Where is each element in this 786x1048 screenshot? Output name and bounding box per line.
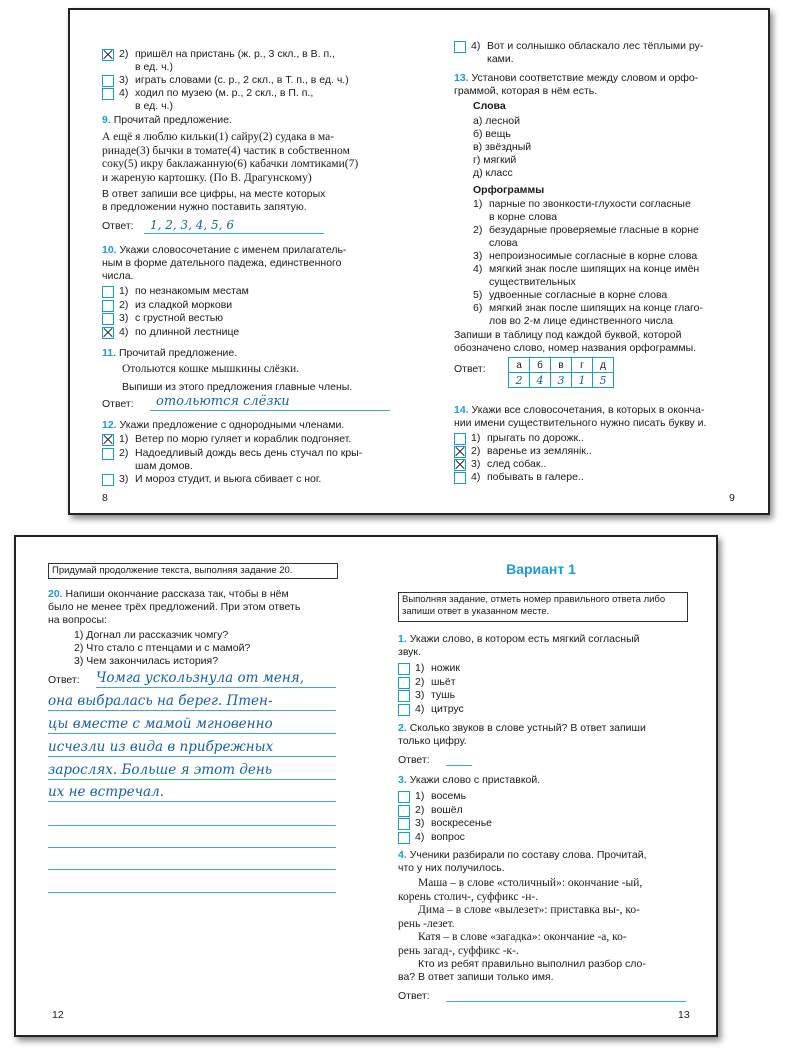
checkbox-1[interactable] xyxy=(398,791,410,803)
handwriting-line: зарослях. Больше я этот день xyxy=(48,762,273,778)
option-number: 3) xyxy=(415,689,425,701)
text-line: 2) Что стало с птенцами и с мамой? xyxy=(74,642,251,654)
option-number: 2) xyxy=(119,298,129,311)
question-number: 10. xyxy=(102,244,117,256)
option-text-cont: в ед. ч.) xyxy=(135,100,173,112)
question-number: 1. xyxy=(398,633,407,645)
orthogram-text: мягкий знак после шипящих на конце глаго- xyxy=(489,302,703,314)
option-number: 1) xyxy=(415,790,425,802)
option-text: вошёл xyxy=(431,803,463,816)
option-number: 3) xyxy=(119,473,129,485)
prompt-text: Сколько звуков в слове устный? В ответ запиши xyxy=(409,722,646,734)
text-line: обозначено слово, номер названия орфограммы. xyxy=(454,342,697,354)
option-number: 1) xyxy=(471,432,481,444)
q12-number: 12. xyxy=(102,419,117,431)
orthogram-text: мягкий знак после шипящих на конце имён xyxy=(489,263,700,275)
table-answer[interactable]: 5 xyxy=(593,373,614,388)
text-line: в) звёздный xyxy=(473,141,532,153)
answer-line xyxy=(48,892,336,893)
prompt-text: на вопросы: xyxy=(48,614,107,626)
prompt-line xyxy=(398,735,698,748)
option-text: по незнакомым местам xyxy=(135,285,249,297)
orthogram-number: 6) xyxy=(473,302,483,314)
checkbox-2[interactable] xyxy=(102,448,114,460)
text-line: г) мягкий xyxy=(473,154,517,166)
option-number: 3) xyxy=(415,817,425,829)
text-line: а) лесной xyxy=(473,115,520,127)
prompt-line xyxy=(454,72,754,85)
page-8 xyxy=(70,10,419,513)
option-text: Вот и солнышко обласкало лес тёплыми ру- xyxy=(487,40,704,52)
text-line: соку(5) икру баклажанную(6) кабачки ломтиками(7) xyxy=(102,158,359,170)
checkbox-2[interactable] xyxy=(398,805,410,817)
prompt-line xyxy=(398,646,698,659)
orthogram-line xyxy=(473,315,758,328)
table-letter: а xyxy=(509,358,530,373)
q10-prompt xyxy=(102,244,402,283)
orthogram-text: существительных xyxy=(489,276,576,288)
q2-answer-label: Ответ: xyxy=(398,754,430,766)
orthogram-line xyxy=(473,211,758,224)
orthogram-line xyxy=(473,237,758,250)
page-number-9: 9 xyxy=(729,492,735,504)
q9-instruction xyxy=(102,188,392,214)
table-answer[interactable]: 1 xyxy=(572,373,593,388)
q9-answer-line xyxy=(144,233,324,234)
text-line: ринаде(3) бычки в томате(4) частик в собственном xyxy=(102,144,350,157)
prompt-line xyxy=(102,244,402,257)
table-answer[interactable]: 3 xyxy=(551,373,572,388)
prompt-line xyxy=(398,722,698,735)
option-text: ножик xyxy=(431,662,461,674)
option-text: Ветер по морю гуляет и кораблик подгоняет. xyxy=(135,433,352,445)
answer-line xyxy=(48,869,336,870)
q4-prompt xyxy=(398,849,698,875)
q12-prompt-text: Укажи предложение с однородными членами. xyxy=(119,419,345,431)
bottom-spread xyxy=(14,535,718,1037)
answer-line xyxy=(48,779,336,780)
orthogram-line xyxy=(473,276,758,289)
orthogram-text: удвоенные согласные в корне слова xyxy=(489,289,668,301)
orthogram-line xyxy=(473,263,758,276)
text-line: 1) Догнал ли рассказчик чомгу? xyxy=(74,629,229,641)
q11-sentence: Отольются кошке мышкины слёзки. xyxy=(122,363,299,375)
q9-answer-label: Ответ: xyxy=(102,220,134,232)
option-number: 2) xyxy=(119,48,129,60)
checkbox-3[interactable] xyxy=(398,690,410,702)
option-number: 3) xyxy=(119,312,129,324)
checkbox-4[interactable] xyxy=(102,327,114,339)
option-text: воскресенье xyxy=(431,817,493,829)
text-line: Маша – в слове «столичный»: окончание -ый, xyxy=(418,877,643,889)
text-line: рень загад-, суффикс -к-. xyxy=(398,944,519,957)
prompt-text: Установи соответствие между словом и орфо- xyxy=(471,72,699,84)
orthogram-text: безударные проверяемые гласные в корне xyxy=(489,224,699,236)
checkbox-3[interactable] xyxy=(454,459,466,471)
checkbox-2[interactable] xyxy=(398,677,410,689)
q11-answer[interactable]: отольются слёзки xyxy=(156,394,290,409)
orthogram-line xyxy=(473,302,758,315)
answer-line xyxy=(48,847,336,848)
option-number: 1) xyxy=(119,285,129,297)
prompt-line xyxy=(398,862,698,875)
option-number: 4) xyxy=(471,471,481,483)
q12-prompt xyxy=(102,419,344,432)
q1-prompt xyxy=(398,633,698,659)
option-text: цитрус xyxy=(431,702,464,715)
page-13 xyxy=(366,537,716,1035)
table-letter: в xyxy=(551,358,572,373)
prompt-text: что у них получилось. xyxy=(398,862,505,874)
q9-passage xyxy=(102,131,392,185)
option-text: Надоедливый дождь весь день стучал по кры- xyxy=(135,446,363,459)
answer-line xyxy=(48,825,336,826)
orthogram-text: в корне слова xyxy=(489,211,558,223)
checkbox-4[interactable] xyxy=(398,832,410,844)
q11-number: 11. xyxy=(102,347,117,359)
prompt-text: числа. xyxy=(102,270,134,282)
checkbox-1[interactable] xyxy=(102,286,114,298)
q13-orthograms xyxy=(473,198,758,328)
checkbox-2[interactable] xyxy=(102,75,114,87)
option-text-cont: шам домов. xyxy=(135,459,193,472)
prompt-text: Ученики разбирали по составу слова. Прочитай, xyxy=(409,849,647,861)
page-12 xyxy=(16,537,366,1035)
question-number: 20. xyxy=(48,588,63,600)
checkbox-4[interactable] xyxy=(454,41,466,53)
checkbox-4[interactable] xyxy=(454,472,466,484)
checkbox-1[interactable] xyxy=(398,663,410,675)
text-line: В ответ запиши все цифры, на месте которых xyxy=(102,188,326,200)
text-line: в предложении нужно поставить запятую. xyxy=(102,201,307,213)
prompt-line xyxy=(454,417,759,430)
q13-prompt xyxy=(454,72,754,98)
text-line: А ещё я люблю кильки(1) сайру(2) судака в ма- xyxy=(102,131,335,143)
option-number: 4) xyxy=(471,40,481,52)
text-line: Катя – в слове «загадка»: окончание -а, ко- xyxy=(418,931,627,943)
prompt-line xyxy=(48,588,348,601)
checkbox-3[interactable] xyxy=(102,88,114,100)
answer-line xyxy=(48,733,336,734)
option-text: тушь xyxy=(431,689,456,701)
orthogram-line xyxy=(473,250,758,263)
prompt-text: ным в форме дательного падежа, единственного xyxy=(102,257,342,269)
q11-prompt-text: Прочитай предложение. xyxy=(118,347,238,359)
q9-answer[interactable]: 1, 2, 3, 4, 5, 6 xyxy=(150,218,234,232)
option-text: из сладкой моркови xyxy=(135,298,233,311)
orthogram-number: 2) xyxy=(473,224,483,236)
text-line: Выполняя задание, отметь номер правильного ответа либо xyxy=(402,594,666,605)
prompt-text: было не менее трёх предложений. При этом ответь xyxy=(48,601,301,613)
option-number: 2) xyxy=(119,446,129,459)
prompt-text: Укажи словосочетание с именем прилагатель- xyxy=(119,244,347,256)
text-line: Дима – в слове «вылезет»: приставка вы-, ко- xyxy=(418,904,640,916)
option-text: шьёт xyxy=(431,675,456,688)
option-number: 4) xyxy=(119,87,129,99)
q9-prompt-text: Прочитай предложение. xyxy=(113,114,232,126)
text-line: и жареную картошку. (По В. Драгунскому) xyxy=(102,171,312,184)
q13-answer-label: Ответ: xyxy=(454,363,486,375)
text-line: Кто из ребят правильно выполнил разбор сло- xyxy=(418,958,646,970)
answer-line xyxy=(48,801,336,802)
option-text: след собак.. xyxy=(487,458,547,470)
option-text: пришёл на пристань (ж. р., 3 скл., в В. п., xyxy=(135,48,336,60)
question-number: 2. xyxy=(398,722,407,734)
question-number: 4. xyxy=(398,849,407,861)
variant-title: Вариант 1 xyxy=(506,561,576,577)
option-number: 2) xyxy=(471,445,481,457)
text-line: рень -лезет. xyxy=(398,917,455,930)
q20-answer-label: Ответ: xyxy=(48,674,80,686)
answer-line xyxy=(96,687,336,688)
option-number: 1) xyxy=(119,433,129,445)
orthogram-line xyxy=(473,224,758,237)
option-number: 4) xyxy=(415,702,425,715)
option-text: побывать в галере.. xyxy=(487,471,584,483)
option-number: 4) xyxy=(415,830,425,843)
text-line: 3) Чем закончилась история? xyxy=(74,655,219,667)
q3-prompt xyxy=(398,774,540,787)
checkbox-3[interactable] xyxy=(102,474,114,486)
prompt-line xyxy=(102,270,402,283)
answer-line xyxy=(48,756,336,757)
q4-answer-line[interactable] xyxy=(446,1001,686,1002)
q11-prompt xyxy=(102,347,237,360)
option-text: И мороз студит, и вьюга сбивает с ног. xyxy=(135,473,322,485)
top-spread xyxy=(68,8,770,515)
text-line: ва? В ответ запиши только имя. xyxy=(398,971,554,983)
q4-answer-label: Ответ: xyxy=(398,990,430,1002)
orthogram-text: непроизносимые согласные в корне слова xyxy=(489,250,698,262)
q3-number: 3. xyxy=(398,774,407,786)
prompt-text: Укажи все словосочетания, в которых в оконча- xyxy=(471,404,705,416)
option-text: с грустной вестью xyxy=(135,312,224,324)
q11-instruction: Выпиши из этого предложения главные члены. xyxy=(122,381,353,393)
q13-words-title: Слова xyxy=(473,100,506,112)
q11-answer-label: Ответ: xyxy=(102,398,134,410)
q20-questions xyxy=(74,629,250,668)
prompt-text: звук. xyxy=(398,646,421,658)
checkbox-3[interactable] xyxy=(398,818,410,830)
option-number: 2) xyxy=(415,803,425,816)
handwriting-line: их не встречал. xyxy=(48,784,164,800)
checkbox-2[interactable] xyxy=(102,300,114,312)
orthogram-number: 3) xyxy=(473,250,483,262)
q13-words xyxy=(473,115,531,180)
checkbox-4[interactable] xyxy=(398,704,410,716)
task20-header-box: Придумай продолжение текста, выполняя задание 20. xyxy=(48,563,338,579)
prompt-line xyxy=(454,404,759,417)
option-number: 3) xyxy=(471,458,481,470)
orthogram-number: 4) xyxy=(473,263,483,275)
prompt-line xyxy=(102,257,402,270)
q4-lines xyxy=(398,877,698,958)
option-number: 3) xyxy=(119,74,129,86)
table-answer[interactable]: 4 xyxy=(530,373,551,388)
option-text: по длинной лестнице xyxy=(135,325,240,338)
checkbox-2[interactable] xyxy=(454,446,466,458)
orthogram-text: слова xyxy=(489,237,518,249)
orthogram-number: 5) xyxy=(473,289,483,301)
orthogram-line xyxy=(473,289,758,302)
handwriting-line: цы вместе с мамой мгновенно xyxy=(48,716,273,732)
q13-instruction xyxy=(454,329,759,355)
page-9 xyxy=(419,10,768,513)
q9-number: 9. xyxy=(102,114,111,126)
orthogram-line xyxy=(473,198,758,211)
option-text: играть словами (с. р., 2 скл., в Т. п., в ед. ч.) xyxy=(135,74,349,86)
table-letter: г xyxy=(572,358,593,373)
prompt-text: граммой, которая в нём есть. xyxy=(454,85,598,97)
page-number-12: 12 xyxy=(52,1009,64,1021)
prompt-text: Укажи слово, в котором есть мягкий согласный xyxy=(409,633,640,645)
question-number: 14. xyxy=(454,404,469,416)
checkbox-1[interactable] xyxy=(454,433,466,445)
prompt-text: нии имени существительного нужно писать букву и. xyxy=(454,417,707,429)
text-line: Запиши в таблицу под каждой буквой, которой xyxy=(454,329,682,341)
q9-prompt xyxy=(102,114,232,127)
table-letter: б xyxy=(530,358,551,373)
page-number-8: 8 xyxy=(102,492,108,504)
table-answer[interactable]: 2 xyxy=(509,373,530,388)
prompt-line xyxy=(398,633,698,646)
handwriting-line: исчезли из вида в прибрежных xyxy=(48,739,274,755)
prompt-text: Напиши окончание рассказа так, чтобы в нём xyxy=(65,588,289,600)
option-text-cont: ками. xyxy=(487,53,514,65)
option-text: прыгать по дорожк.. xyxy=(487,432,584,444)
option-text-cont: в ед. ч.) xyxy=(135,61,173,73)
q13-orth-title: Орфограммы xyxy=(473,184,545,196)
checkbox-1[interactable] xyxy=(102,49,114,61)
text-line: корень столич-, суффикс -н-. xyxy=(398,890,539,903)
question-number: 13. xyxy=(454,72,469,84)
option-text: варенье из землянік.. xyxy=(487,445,592,457)
orthogram-text: парные по звонкости-глухости согласные xyxy=(489,198,691,210)
handwriting-line: Чомга ускользнула от меня, xyxy=(96,670,304,686)
q14-prompt xyxy=(454,404,759,430)
text-line: запиши ответ в указанном месте. xyxy=(402,606,550,617)
q4-question xyxy=(398,958,698,984)
option-text: ходил по музею (м. р., 2 скл., в П. п., xyxy=(135,87,314,99)
q2-answer-line[interactable] xyxy=(446,765,472,766)
text-line: д) класс xyxy=(473,167,513,179)
instruction-box xyxy=(398,592,688,622)
prompt-line xyxy=(454,85,754,98)
q11-answer-line xyxy=(150,410,390,411)
q20-prompt xyxy=(48,588,348,627)
prompt-line xyxy=(48,601,348,614)
table-letter: д xyxy=(593,358,614,373)
option-number: 4) xyxy=(119,325,129,338)
answer-line xyxy=(48,710,336,711)
option-number: 1) xyxy=(415,662,425,674)
text-line: б) вещь xyxy=(473,128,511,140)
q13-answer-table xyxy=(508,357,614,388)
option-number: 2) xyxy=(415,675,425,688)
option-text: вопрос xyxy=(431,830,465,843)
q2-prompt xyxy=(398,722,698,748)
option-text: восемь xyxy=(431,790,467,802)
prompt-text: только цифру. xyxy=(398,735,467,747)
prompt-line xyxy=(48,614,348,627)
checkbox-3[interactable] xyxy=(102,313,114,325)
q3-prompt-text: Укажи слово с приставкой. xyxy=(409,774,541,786)
page-number-13: 13 xyxy=(678,1009,690,1021)
orthogram-text: лов во 2-м лице единственного числа xyxy=(489,315,674,327)
prompt-line xyxy=(398,849,698,862)
orthogram-number: 1) xyxy=(473,198,483,210)
handwriting-line: она выбралась на берег. Птен- xyxy=(48,693,273,709)
checkbox-1[interactable] xyxy=(102,434,114,446)
